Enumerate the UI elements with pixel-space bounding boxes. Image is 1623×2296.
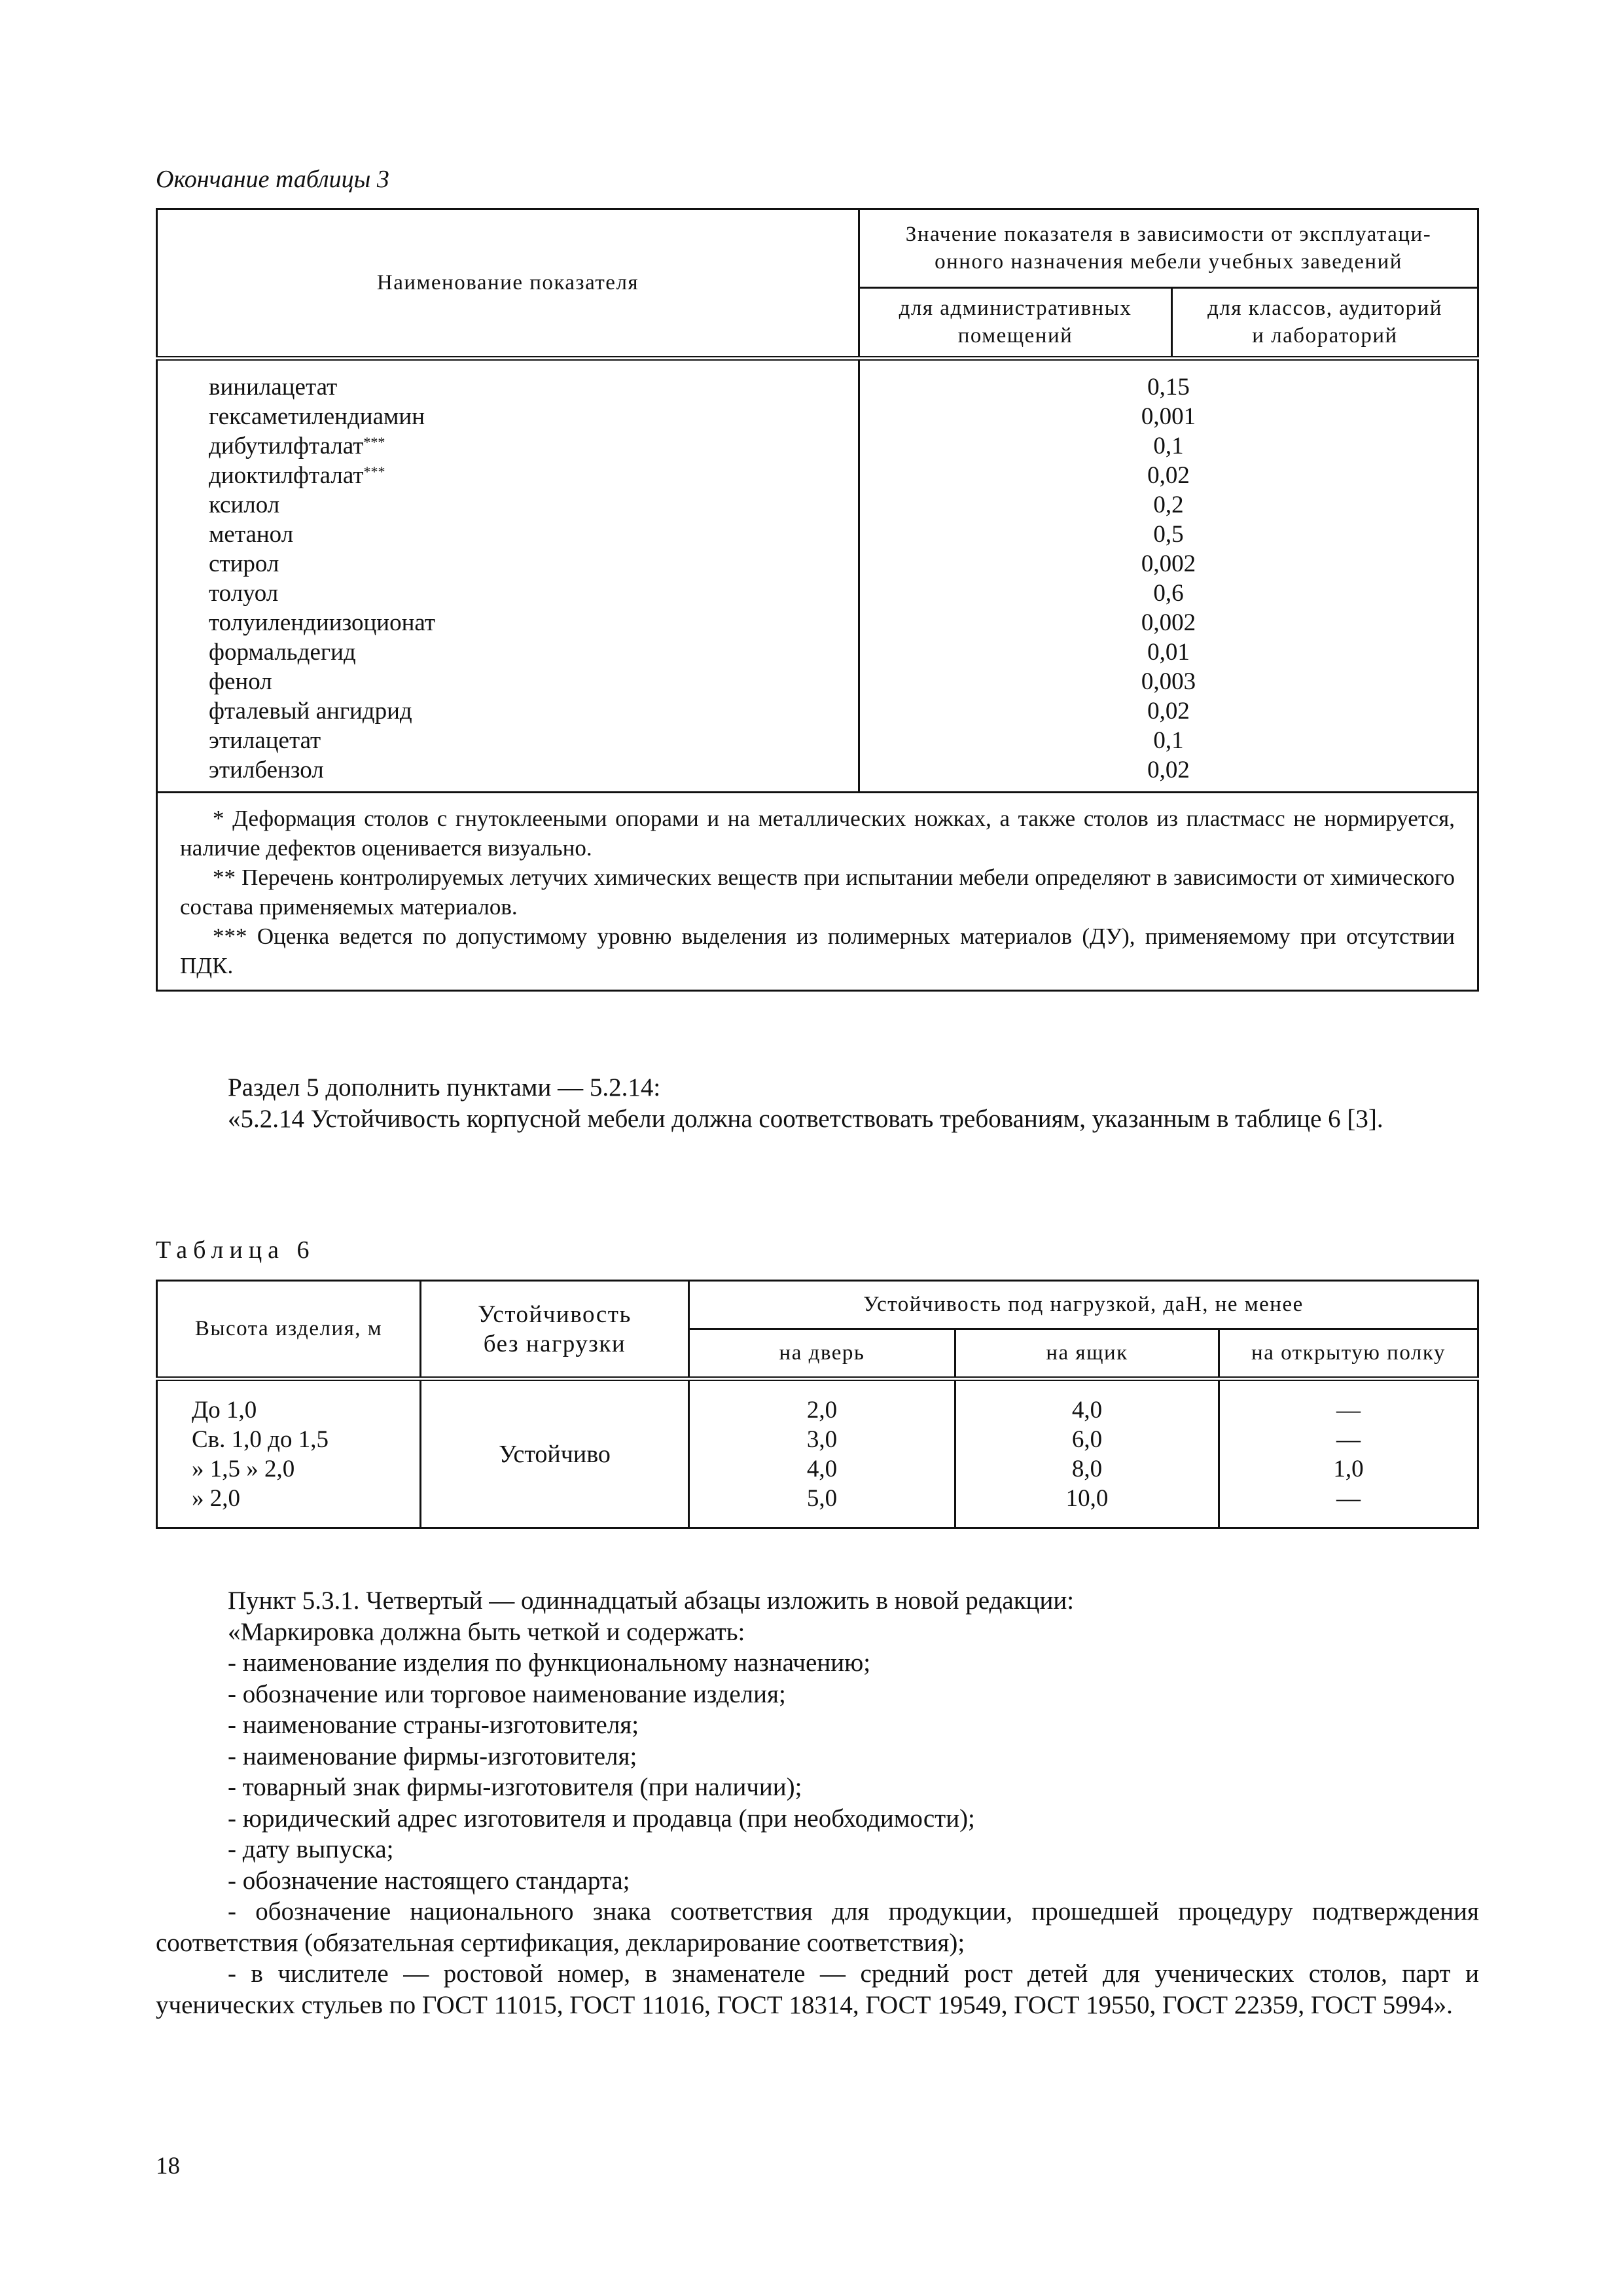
table6-door-cell — [689, 1379, 955, 1528]
page-number: 18 — [156, 2153, 180, 2179]
section531-lead: «Маркировка должна быть четкой и содержать: — [228, 1617, 745, 1646]
marking-list-item: - в числителе — ростовой номер, в знаменателе — средний рост детей для ученических столов, парт и ученических стульев по ГОСТ 11015, ГОСТ 11016, ГОСТ 18314, ГОСТ 19549, ГОСТ 19550, ГОСТ 22359, ГОСТ 5994». — [156, 1960, 1479, 2019]
table6-header-drawer: на ящик — [955, 1329, 1219, 1379]
section531-text — [156, 1585, 1479, 2020]
table6-cell-height: » 1,5 » 2,0 — [192, 1456, 295, 1482]
table3-header-sub1-line1: для административных — [899, 296, 1132, 321]
table3-header-group-line2: онного назначения мебели учебных заведений — [935, 249, 1402, 274]
table3-note-2: ** Перечень контролируемых летучих химических веществ при испытании мебели определяют в зависимости от химического состава применяемых материалов. — [180, 865, 1455, 920]
section531-intro: Пункт 5.3.1. Четвертый — одиннадцатый абзацы изложить в новой редакции: — [228, 1587, 1075, 1615]
table6-cell-drawer: 10,0 — [1065, 1485, 1109, 1512]
table6 — [156, 1280, 1479, 1529]
table6-stability-value: Устойчиво — [421, 1379, 689, 1528]
table6-header-load: Устойчивость под нагрузкой, даН, не менее — [689, 1281, 1478, 1329]
table3-row-name-text: стирол — [209, 550, 279, 577]
table3-row-value: 0,02 — [1147, 462, 1190, 489]
table6-cell-height: До 1,0 — [192, 1397, 257, 1424]
table6-cell-drawer: 4,0 — [1071, 1397, 1103, 1424]
table3-row-name-text: фенол — [209, 668, 272, 695]
table6-door-values — [690, 1395, 954, 1513]
marking-list-item: - наименование фирмы-изготовителя; — [228, 1742, 637, 1770]
table6-cell-height: Св. 1,0 до 1,5 — [192, 1426, 329, 1453]
table3-row-name-text: гексаметилендиамин — [209, 403, 425, 430]
section5-p1: Раздел 5 дополнить пунктами — 5.2.14: — [228, 1073, 661, 1102]
table3-row-name-text: метанол — [209, 521, 294, 548]
table6-shelf-values — [1220, 1395, 1477, 1513]
table6-cell-shelf: — — [1336, 1397, 1361, 1424]
table3-row-footnote-mark: *** — [363, 434, 385, 450]
table3-row-value: 0,6 — [1153, 580, 1184, 607]
table3-row-value: 0,01 — [1147, 639, 1190, 666]
table3-names — [209, 372, 858, 785]
table3-row-name — [209, 608, 858, 637]
table3-row-name — [209, 461, 858, 490]
marking-list-item: - обозначение национального знака соответствия для продукции, прошедшей процедуру подтверждения соответствия (обязательная сертификация, декларирование соответствия); — [156, 1897, 1479, 1957]
table3-header-sub2-line2: и лабораторий — [1252, 323, 1398, 348]
table6-cell-door: 2,0 — [806, 1397, 838, 1424]
table6-heights-cell — [157, 1379, 421, 1528]
table6-cell-drawer: 6,0 — [1071, 1426, 1103, 1453]
marking-list-item: - юридический адрес изготовителя и продавца (при необходимости); — [228, 1804, 975, 1833]
table3-row-name — [209, 637, 858, 667]
table3-header-sub1 — [859, 288, 1172, 359]
table3-row-name-text: этилацетат — [209, 727, 321, 754]
table3-row-footnote-mark: *** — [363, 463, 385, 480]
table6-cell-shelf: 1,0 — [1333, 1456, 1364, 1482]
table3-row-name-text: толуол — [209, 580, 279, 607]
table6-caption: Таблица 6 — [156, 1236, 315, 1264]
table6-cell-shelf: — — [1336, 1426, 1361, 1453]
table6-cell-height: » 2,0 — [192, 1485, 240, 1512]
table6-header-height: Высота изделия, м — [157, 1281, 421, 1379]
table3-row-value: 0,002 — [1141, 609, 1196, 636]
table3-row-name — [209, 579, 858, 608]
table6-cell-drawer: 8,0 — [1071, 1456, 1103, 1482]
table3-names-cell — [157, 359, 859, 793]
table6-heights — [192, 1395, 419, 1513]
table3-row-name — [209, 755, 858, 785]
table3-row-name-text: ксилол — [209, 492, 280, 518]
table3-row-name-text: этилбензол — [209, 757, 324, 783]
table3-row-name-text: толуилендиизоционат — [209, 609, 436, 636]
table3-header-group — [859, 209, 1478, 288]
table3-values-cell — [859, 359, 1478, 793]
table6-cell-door: 3,0 — [806, 1426, 838, 1453]
table3-row-value: 0,02 — [1147, 698, 1190, 725]
table3-row-value: 0,003 — [1141, 668, 1196, 695]
table3-note-1: * Деформация столов с гнутоклееными опорами и на металлических ножках, а также столов из пластмасс не нормируется, наличие дефектов оценивается визуально. — [180, 806, 1455, 861]
table6-cell-door: 4,0 — [806, 1456, 838, 1482]
table3-row-name — [209, 696, 858, 726]
section5-text — [156, 1072, 1479, 1134]
table3-row-name-text: фталевый ангидрид — [209, 698, 412, 725]
marking-list-item: - обозначение настоящего стандарта; — [228, 1866, 630, 1895]
marking-list-item: - дату выпуска; — [228, 1835, 394, 1863]
table3-header-name: Наименование показателя — [157, 209, 859, 359]
table3-row-name — [209, 726, 858, 755]
table3-row-name-text: винилацетат — [209, 374, 338, 401]
table3-row-name — [209, 667, 858, 696]
table3-caption: Окончание таблицы 3 — [156, 166, 389, 193]
table6-header-stability-line2: без нагрузки — [483, 1330, 626, 1357]
table3-row-value: 0,02 — [1147, 757, 1190, 783]
table3-notes — [157, 793, 1478, 991]
marking-list-item: - товарный знак фирмы-изготовителя (при наличии); — [228, 1773, 802, 1801]
table6-header-stability-line1: Устойчивость — [478, 1300, 632, 1328]
table6-header-door: на дверь — [689, 1329, 955, 1379]
table3-header-sub2 — [1172, 288, 1478, 359]
table3-header-sub1-line2: помещений — [957, 323, 1073, 348]
table6-shelf-cell — [1219, 1379, 1478, 1528]
table3-row-name — [209, 431, 858, 461]
table3-row-value: 0,1 — [1153, 727, 1184, 754]
table3 — [156, 208, 1479, 992]
table3-row-value: 0,5 — [1153, 521, 1184, 548]
marking-list-item: - обозначение или торговое наименование изделия; — [228, 1679, 786, 1708]
table6-cell-shelf: — — [1336, 1485, 1361, 1512]
table6-cell-door: 5,0 — [806, 1485, 838, 1512]
marking-list-item: - наименование страны-изготовителя; — [228, 1711, 639, 1739]
table3-row-name-text: диоктилфталат — [209, 462, 364, 489]
table3-header-sub2-line1: для классов, аудиторий — [1207, 296, 1442, 321]
table3-row-value: 0,2 — [1153, 492, 1184, 518]
section5-p2: «5.2.14 Устойчивость корпусной мебели должна соответствовать требованиям, указанным в таблице 6 [3]. — [228, 1104, 1383, 1133]
table6-header-stability — [421, 1281, 689, 1379]
table3-values — [860, 372, 1477, 785]
table3-row-name-text: дибутилфталат — [209, 433, 364, 459]
table3-row-value: 0,001 — [1141, 403, 1196, 430]
table3-row-value: 0,15 — [1147, 374, 1190, 401]
table3-row-name — [209, 372, 858, 402]
table3-row-name — [209, 549, 858, 579]
marking-list-item: - наименование изделия по функциональному назначению; — [228, 1649, 871, 1677]
marking-list — [156, 1647, 1479, 2020]
table3-row-name — [209, 402, 858, 431]
table3-header-group-line1: Значение показателя в зависимости от эксплуатаци- — [905, 223, 1432, 247]
table3-row-value: 0,1 — [1153, 433, 1184, 459]
table6-drawer-cell — [955, 1379, 1219, 1528]
table6-drawer-values — [956, 1395, 1218, 1513]
table3-row-name — [209, 490, 858, 520]
table3-row-name-text: формальдегид — [209, 639, 356, 666]
table3-row-name — [209, 520, 858, 549]
table3-note-3: *** Оценка ведется по допустимому уровню выделения из полимерных материалов (ДУ), применяемому при отсутствии ПДК. — [180, 924, 1455, 978]
table6-header-shelf: на открытую полку — [1219, 1329, 1478, 1379]
table3-row-value: 0,002 — [1141, 550, 1196, 577]
